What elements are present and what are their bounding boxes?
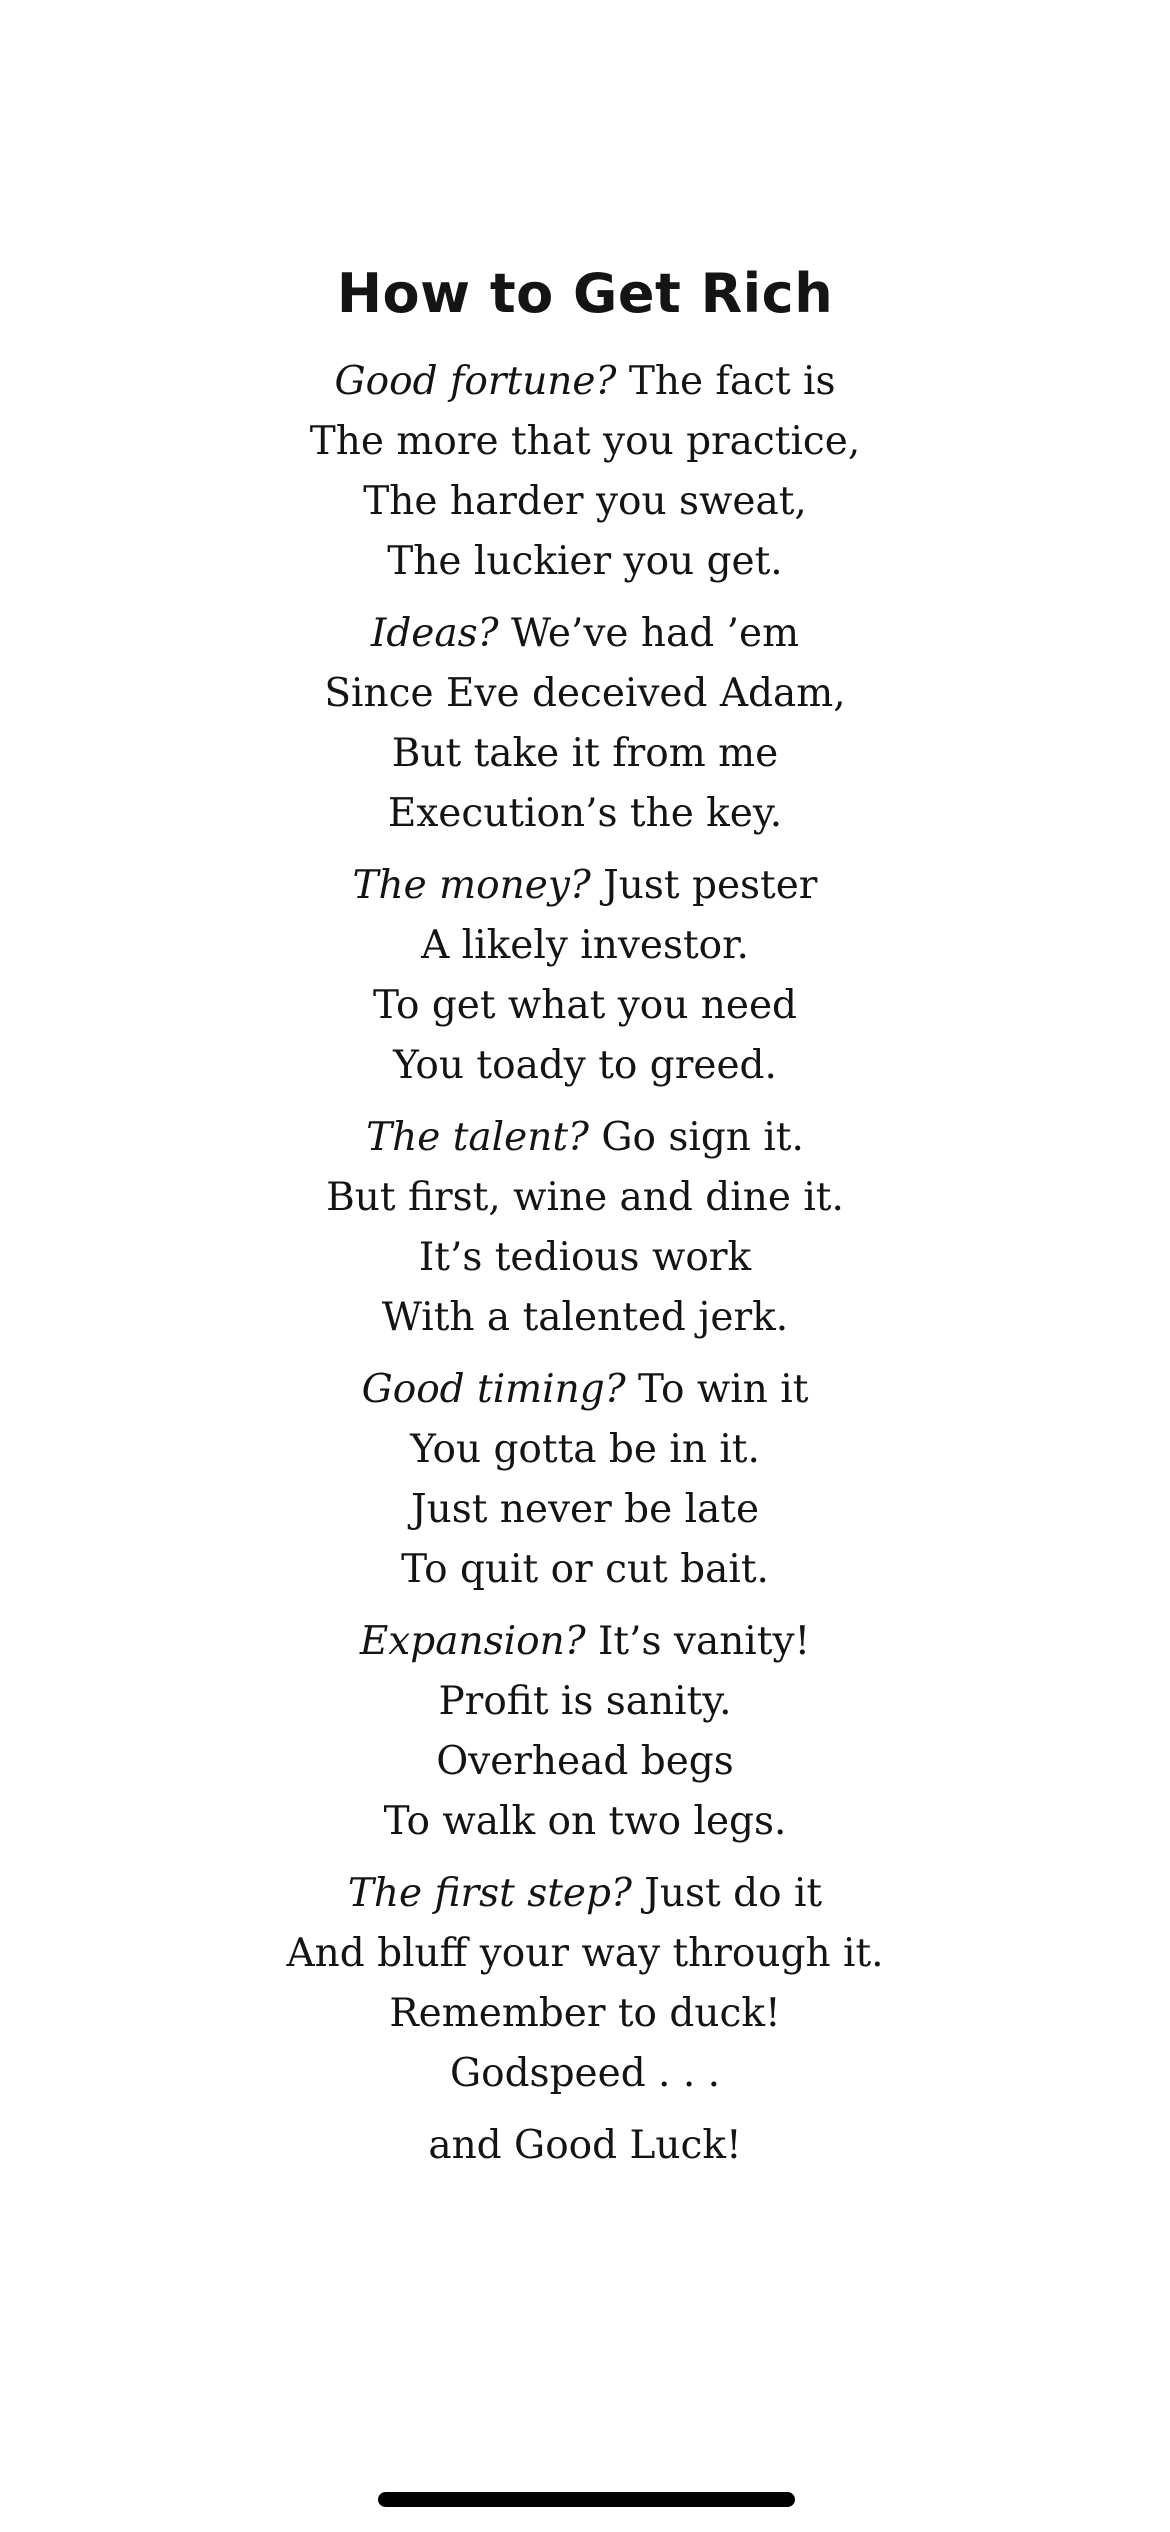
- stanza-line: The more that you practice,: [309, 419, 861, 464]
- stanza-line: You toady to greed.: [393, 1043, 777, 1088]
- stanza-line: Profit is sanity.: [438, 1679, 732, 1724]
- stanza: [0, 1612, 1170, 1852]
- stanza-line: To walk on two legs.: [383, 1799, 787, 1844]
- stanza-line: It’s tedious work: [418, 1235, 752, 1280]
- stanza-lead-question: Good timing?: [361, 1367, 626, 1412]
- stanza: [0, 1108, 1170, 1348]
- stanza-first-line: [0, 1864, 1170, 1924]
- stanza-line: But first, wine and dine it.: [326, 1175, 844, 1220]
- stanza-line: Just never be late: [410, 1487, 760, 1532]
- stanza-first-line: [0, 604, 1170, 664]
- stanza-line: But take it from me: [391, 731, 779, 776]
- stanza: [0, 352, 1170, 592]
- stanza-line: To get what you need: [372, 983, 798, 1028]
- stanza-line: Execution’s the key.: [387, 791, 783, 836]
- stanza-line: To quit or cut bait.: [401, 1547, 769, 1592]
- stanza-line: A likely investor.: [421, 923, 749, 968]
- stanza: [0, 604, 1170, 844]
- stanza-first-line-rest: Just pester: [590, 863, 818, 908]
- stanza-lead-question: Good fortune?: [334, 359, 617, 404]
- stanza-line: Overhead begs: [436, 1739, 734, 1784]
- stanza-first-line-rest: To win it: [625, 1367, 809, 1412]
- stanza-first-line-rest: It’s vanity!: [585, 1619, 811, 1664]
- stanza-line: The luckier you get.: [387, 539, 783, 584]
- stanza-line: And bluff your way through it.: [286, 1931, 884, 1976]
- stanza-first-line-rest: Go sign it.: [588, 1115, 804, 1160]
- stanza-first-line: [0, 1108, 1170, 1168]
- stanza-line: Remember to duck!: [389, 1991, 781, 2036]
- stanza-line: Since Eve deceived Adam,: [324, 671, 846, 716]
- stanza: [0, 1864, 1170, 2104]
- stanza-line: You gotta be in it.: [410, 1427, 760, 1472]
- stanza-line: Godspeed . . .: [449, 2051, 721, 2096]
- stanza-line: With a talented jerk.: [381, 1295, 789, 1340]
- stanza-lead-question: Expansion?: [359, 1619, 586, 1664]
- home-indicator[interactable]: [378, 2492, 795, 2507]
- stanza-first-line-rest: Just do it: [631, 1871, 823, 1916]
- stanza: [0, 1360, 1170, 1600]
- stanza-line: The harder you sweat,: [363, 479, 807, 524]
- stanza-first-line-rest: The fact is: [616, 359, 836, 404]
- stanza-first-line: [0, 1612, 1170, 1672]
- stanza-lead-question: The talent?: [366, 1115, 589, 1160]
- stanza-first-line: [0, 856, 1170, 916]
- stanza-lead-question: Ideas?: [370, 611, 499, 656]
- poem-title: How to Get Rich: [336, 262, 834, 325]
- stanza-lead-question: The first step?: [347, 1871, 632, 1916]
- closing-line: and Good Luck!: [428, 2123, 742, 2168]
- poem-body: [0, 352, 1170, 2176]
- stanza-first-line: [0, 352, 1170, 412]
- stanza: [0, 856, 1170, 1096]
- stanza-first-line-rest: We’ve had ’em: [498, 611, 800, 656]
- stanza-lead-question: The money?: [352, 863, 591, 908]
- stanza-first-line: [0, 1360, 1170, 1420]
